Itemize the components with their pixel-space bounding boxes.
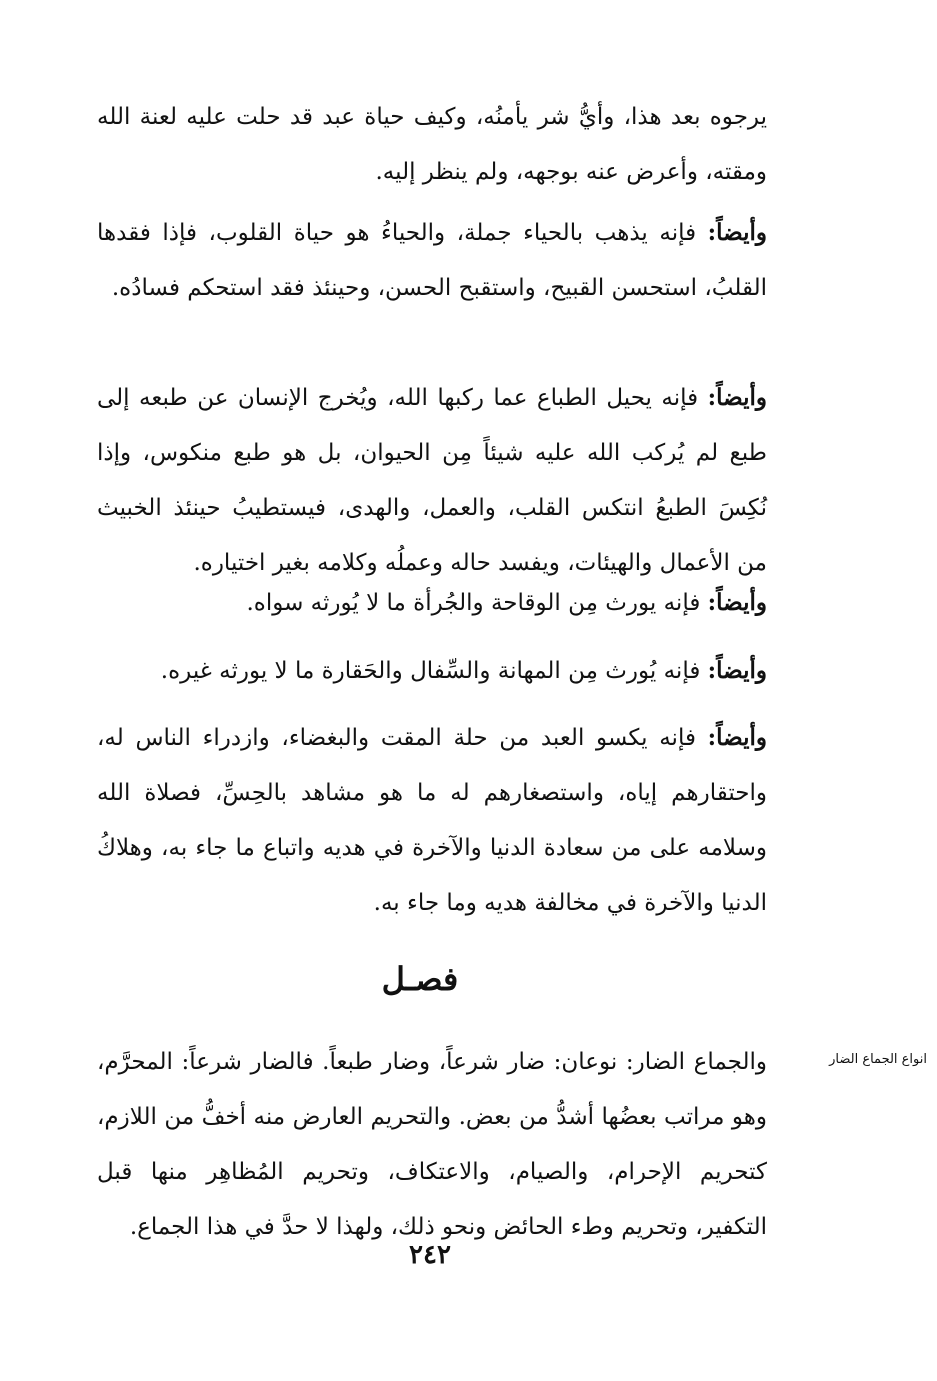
paragraph-lead: وأيضاً:: [707, 724, 768, 751]
paragraph-continuation: [97, 90, 767, 200]
section-heading: فصـل: [381, 960, 459, 998]
paragraph-body: يرجوه بعد هذا، وأيُّ شر يأمنُه، وكيف حياة عبد قد حلت عليه لعنة الله ومقته، وأعرض عنه بوجهه، ولم ينظر إليه.: [97, 104, 767, 185]
paragraph-body: والجماع الضار: نوعان: ضار شرعاً، وضار طبعاً. فالضار شرعاً: المحرَّم، وهو مراتب بعضُها أشدُّ من بعض. والتحريم العارض منه أخفُّ من اللازم، كتحريم الإحرام، والصيام، والاعتكاف، وتحريم المُظاهِر منها قبل التكفير، وتحريم وطء الحائض ونحو ذلك، ولهذا لا حدَّ في هذا الجماع.: [97, 1049, 767, 1240]
paragraph-harmful-intercourse: [97, 1035, 767, 1255]
paragraph-modesty: [97, 205, 767, 316]
paragraph-lead: وأيضاً:: [707, 219, 767, 246]
paragraph-body: فإنه يُورث مِن المهانة والسِّفال والحَقارة ما لا يورثه غيره.: [160, 658, 701, 684]
paragraph-nature: [97, 370, 767, 591]
paragraph-lead: وأيضاً:: [707, 657, 767, 684]
paragraph-lead: وأيضاً:: [707, 589, 767, 616]
paragraph-disgrace: [97, 643, 767, 699]
paragraph-body: فإنه يحيل الطباع عما ركبها الله، ويُخرج الإنسان عن طبعه إلى طبع لم يُركب الله عليه شيئاً مِن الحيوان، بل هو طبع منكوس، وإذا نُكِسَ الطبعُ انتكس القلب، والعمل، والهدى، فيستطيبُ حينئذ الخبيث من الأعمال والهيئات، ويفسد حاله وعملُه وكلامه بغير اختياره.: [97, 385, 767, 576]
paragraph-insolence: [97, 575, 767, 631]
paragraph-contempt: [97, 710, 767, 931]
paragraph-body: فإنه يكسو العبد من حلة المقت والبغضاء، وازدراء الناس له، واحتقارهم إياه، واستصغارهم له ما هو مشاهد بالحِسِّ، فصلاة الله وسلامه على من سعادة الدنيا والآخرة في هديه واتباع ما جاء به، وهلاكُ الدنيا والآخرة في مخالفة هديه وما جاء به.: [97, 725, 767, 916]
margin-note: انواع الجماع الضار: [829, 1052, 927, 1067]
paragraph-body: فإنه يذهب بالحياء جملة، والحياءُ هو حياة القلوب، فإذا فقدها القلبُ، استحسن القبيح، واستقبح الحسن، وحينئذ فقد استحكم فسادُه.: [97, 220, 767, 301]
paragraph-body: فإنه يورث مِن الوقاحة والجُرأة ما لا يُورثه سواه.: [246, 590, 701, 616]
page-number: ٢٤٢: [409, 1240, 451, 1270]
paragraph-lead: وأيضاً:: [707, 384, 767, 411]
